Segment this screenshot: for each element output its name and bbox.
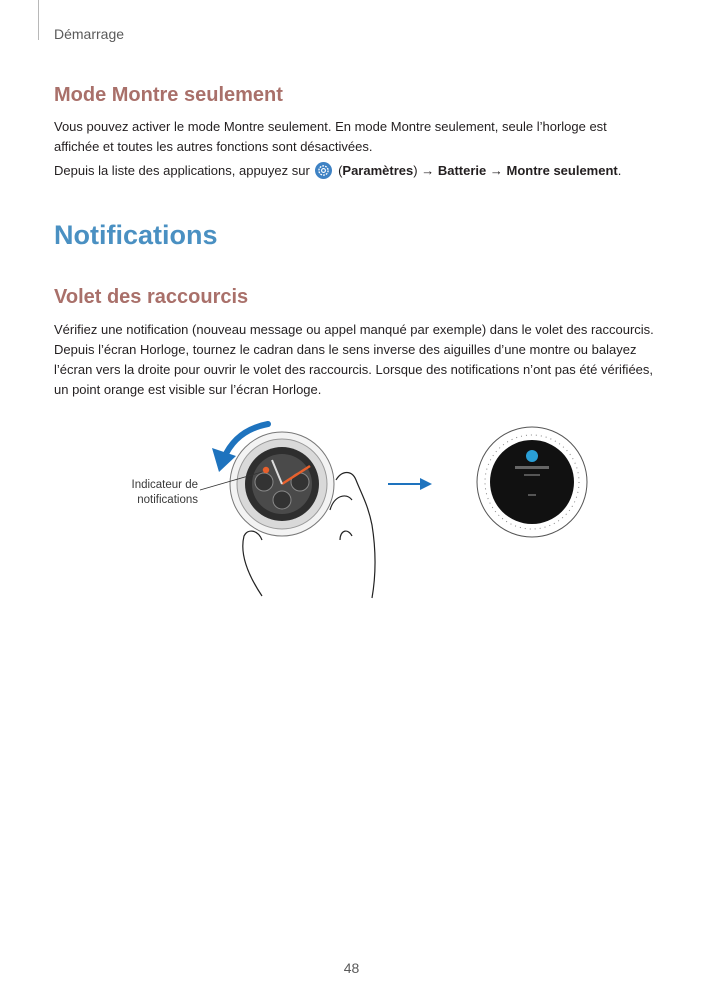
margin-rule [38,0,39,40]
watch-face-right [477,427,587,537]
settings-label: Paramètres [342,163,414,178]
arrow-right-icon [388,478,432,490]
shortcut-panel-heading: Volet des raccourcis [54,286,249,308]
paren-open: ( [338,163,343,178]
arrow-1: → [421,163,435,178]
watch-only-label: Montre seulement [506,163,618,178]
settings-gear-icon [315,162,332,179]
notifications-heading: Notifications [54,220,218,250]
watch-only-description: Vous pouvez activer le mode Montre seulement. En mode Montre seulement, seule l’horloge est affichée et toutes les autres fonctions sont désactivées. [54,119,607,154]
period: . [617,163,622,178]
notification-dot-icon [263,467,269,473]
path-intro: Depuis la liste des applications, appuyez sur [54,163,310,178]
callout-line-1: Indicateur de [131,479,198,491]
running-head: Démarrage [54,26,125,42]
callout-line-2: notifications [137,494,198,506]
paren-close: ) [413,163,418,178]
arrow-2: → [489,163,503,178]
watch-illustration [0,410,703,610]
notification-indicator-callout [118,478,198,508]
watch-only-path [54,161,654,181]
watch-face-left [230,432,334,536]
shortcut-panel-description: Vérifiez une notification (nouveau message ou appel manqué par exemple) dans le volet des raccourcis. Depuis l’écran Horloge, tournez le cadran dans le sens inverse des aiguilles d’une montre ou balayez l’écran vers la droite pour ouvrir le volet des raccourcis. Lorsque des notifications n’ont pas été vérifiées, un point orange est visible sur l’écran Horloge. [54,322,654,397]
page-number: 48 [343,960,360,976]
watch-only-heading: Mode Montre seulement [54,84,283,106]
battery-label: Batterie [437,163,487,178]
